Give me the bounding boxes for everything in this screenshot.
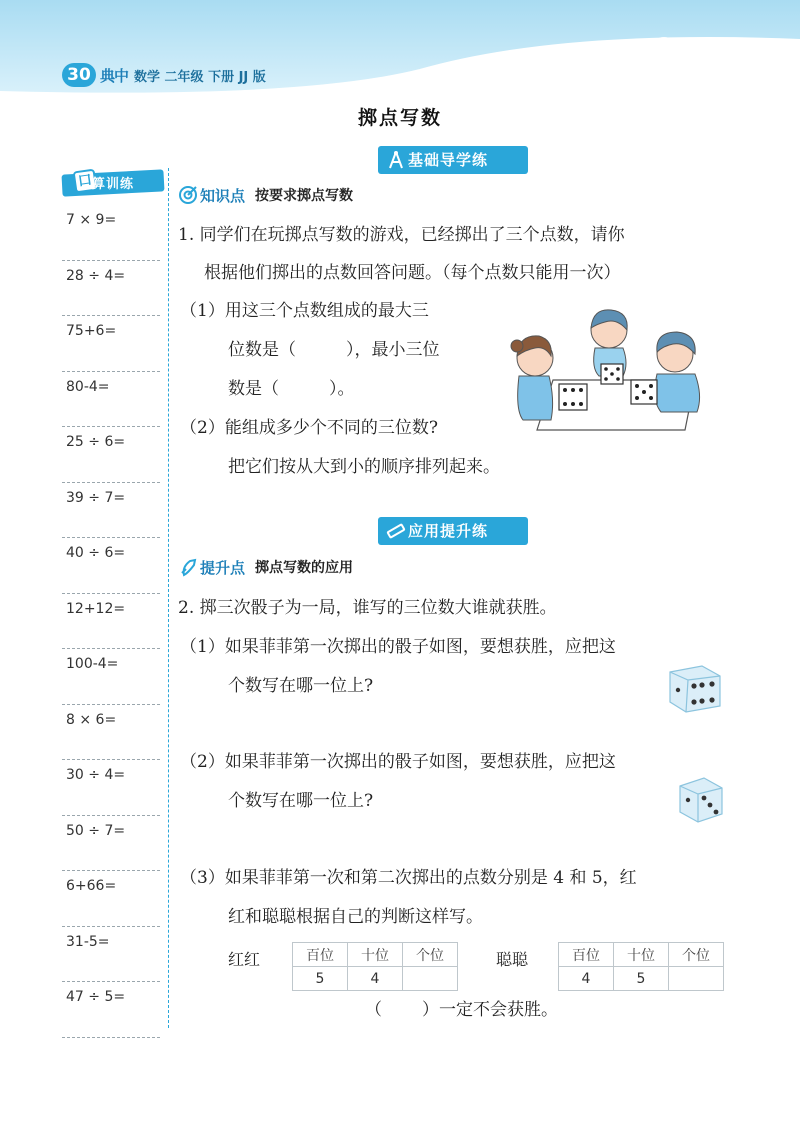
cong-place-table [558,942,724,991]
improve-point-row [178,554,353,580]
dice-icon [559,384,587,410]
q1-line2: 根据他们掷出的点数回答问题。（每个点数只能用一次） [204,263,621,283]
children-dice-illustration [505,300,715,435]
oral-item: 30 ÷ 4= [62,760,160,816]
page-title: 掷点写数 [357,107,442,129]
basic-banner-label: 基础导学练 [408,151,489,169]
oral-item: 31-5= [62,927,160,983]
oral-item: 12+12= [62,594,160,650]
q2-sub3-line2: 红和聪聪根据自己的判断这样写。 [228,907,483,927]
rocket-icon [178,557,198,577]
target-icon [178,185,198,205]
improve-point-desc: 掷点写数的应用 [255,560,354,576]
dice-three-icon [674,774,726,826]
table-header-hundreds: 百位 [293,943,348,967]
table-header-ones: 个位 [403,943,458,967]
knowledge-point-tag: 知识点 [200,186,246,205]
oral-item: 50 ÷ 7= [62,816,160,872]
improve-point-tag: 提升点 [200,558,246,577]
q2-sub2-line1: （2）如果菲菲第一次掷出的骰子如图，要想获胜，应把这 [180,752,616,772]
q2-sub1-line2: 个数写在哪一位上? [228,676,374,696]
q2-line1: 2. 掷三次骰子为一局，谁写的三位数大谁就获胜。 [178,598,557,618]
q1-sub1-line1: （1）用这三个点数组成的最大三 [180,301,429,321]
oral-item: 75+6= [62,316,160,372]
column-divider [168,168,169,1028]
oral-item: 80-4= [62,372,160,428]
book-info: 数学 二年级 下册 JJ 版 [134,69,266,85]
q1-sub1-line3: 数是（ ）。 [228,379,355,399]
table-header-ones: 个位 [669,943,724,967]
ruler-icon [386,521,406,541]
oral-item: 47 ÷ 5= [62,982,160,1038]
q2-sub1-line1: （1）如果菲菲第一次掷出的骰子如图，要想获胜，应把这 [180,637,616,657]
q2-sub2-line2: 个数写在哪一位上? [228,791,374,811]
knowledge-point-desc: 按要求掷点写数 [255,188,354,204]
dice-six-icon [664,662,724,714]
oral-title-rest: 算训练 [92,177,135,192]
q2-sub3-line1: （3）如果菲菲第一次和第二次掷出的点数分别是 4 和 5，红 [180,868,637,888]
q1-sub2-line1: （2）能组成多少个不同的三位数? [180,418,438,438]
advanced-practice-banner [378,517,528,545]
oral-title-first-char: 口 [73,169,98,194]
page-number: 30 [62,63,96,87]
boy-figure [655,332,700,412]
table-cell: 5 [614,967,669,991]
oral-item: 25 ÷ 6= [62,427,160,483]
oral-item: 8 × 6= [62,705,160,761]
oral-item: 28 ÷ 4= [62,261,160,317]
header-row [62,62,266,88]
q1-sub1-line2: 位数是（ ），最小三位 [228,340,440,360]
header-band [0,0,800,110]
table-header-tens: 十位 [348,943,403,967]
table-cell: 5 [293,967,348,991]
knowledge-point-row [178,182,353,208]
compass-icon [386,150,406,170]
table-cell [403,967,458,991]
oral-training-list [62,205,160,1038]
advanced-banner-label: 应用提升练 [408,522,489,540]
hong-place-table [292,942,458,991]
q1-sub2-line2: 把它们按从大到小的顺序排列起来。 [228,457,500,477]
table-cell: 4 [559,967,614,991]
oral-item: 7 × 9= [62,205,160,261]
table-header-tens: 十位 [614,943,669,967]
q2-conclusion: （ ）一定不会获胜。 [365,1000,558,1020]
oral-training-title [62,168,166,196]
table-cell [669,967,724,991]
oral-item: 39 ÷ 7= [62,483,160,539]
series-logo: 典中 [100,66,129,85]
oral-item: 40 ÷ 6= [62,538,160,594]
oral-item: 6+66= [62,871,160,927]
q1-line1: 1. 同学们在玩掷点写数的游戏，已经掷出了三个点数，请你 [178,225,625,245]
dice-icon [631,380,657,404]
girl-figure [511,336,553,420]
cong-name: 聪聪 [496,950,529,969]
oral-item: 100-4= [62,649,160,705]
hong-name: 红红 [228,950,261,969]
table-header-hundreds: 百位 [559,943,614,967]
basic-practice-banner [378,146,528,174]
table-cell: 4 [348,967,403,991]
dice-icon [601,364,623,384]
cloud-icon [634,37,720,70]
header-background [0,0,800,110]
